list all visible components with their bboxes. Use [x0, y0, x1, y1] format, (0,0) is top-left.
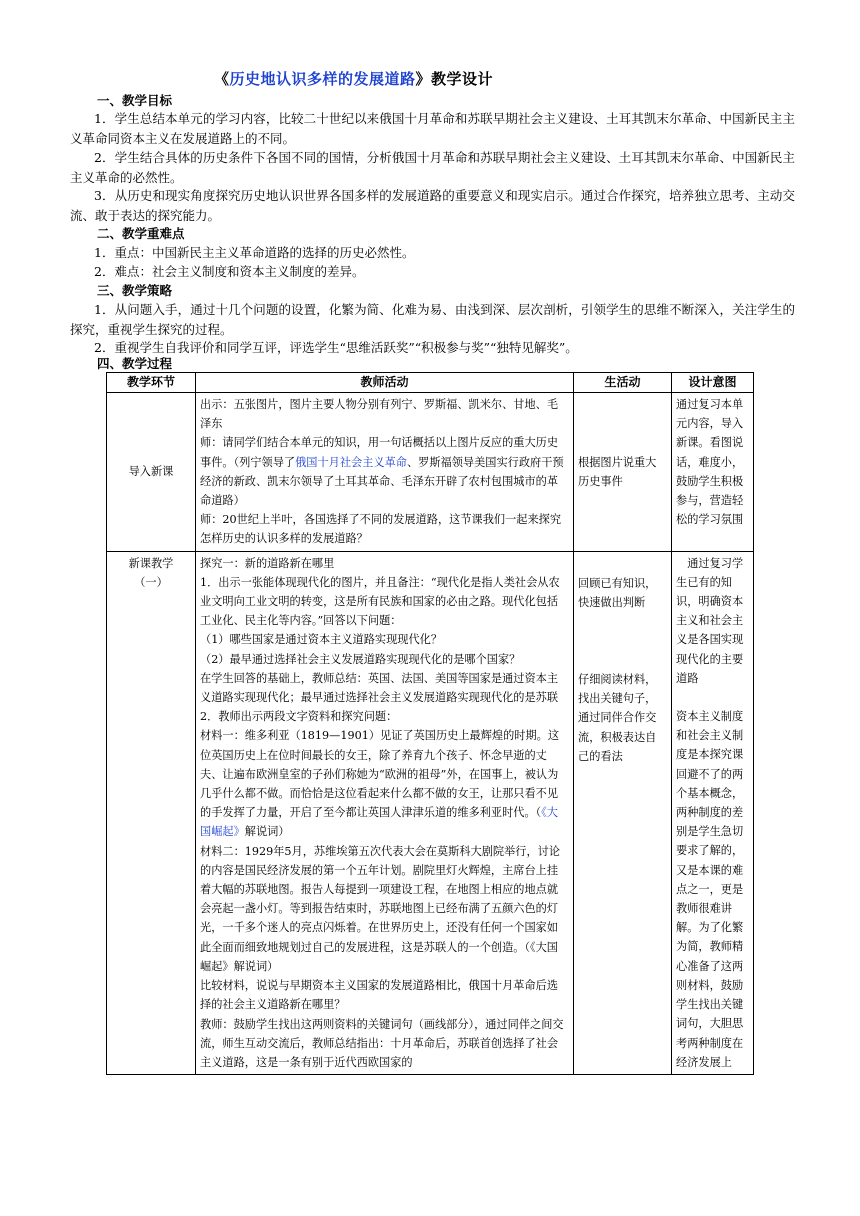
table-header-row	[107, 373, 754, 393]
teacher-text: 出示：五张图片，图片主要人物分别有列宁、罗斯福、凯米尔、甘地、毛泽东	[200, 398, 559, 431]
section-heading-strategy: 三、教学策略	[97, 283, 173, 298]
table-row-new-lesson-1	[107, 551, 754, 1074]
material-one-text: 材料一：维多利亚（1819—1901）见证了英国历史上最辉煌的时期。这位英国历史上在位时间最长的女王，除了养育九个孩子、怀念早逝的丈夫、让遍布欧洲皇室的子孙们称她为“欧洲的祖母”外，在国事上，被认为几乎什么都不做。而恰恰是这位看起来什么都不做的女王，让那只看不见的手发挥了力量，开启了至今都让英国人津津乐道的维多利亚时代。（	[200, 729, 560, 820]
stage-label: （一）	[134, 575, 168, 589]
teacher-text: 2．教师出示两段文字资料和探究问题：	[200, 710, 398, 724]
stage-label: 新课教学	[128, 556, 174, 570]
teaching-process-table	[106, 372, 754, 1075]
key-point-paragraph-1: 1．重点：中国新民主主义革命道路的选择的历史必然性。	[94, 245, 415, 260]
teacher-text	[200, 726, 569, 841]
stage-cell-intro: 导入新课	[107, 393, 196, 552]
teacher-cell-new-lesson	[196, 551, 574, 1074]
teacher-text: （2）最早通过选择社会主义发展道路实现现代化的是哪个国家？	[200, 652, 521, 666]
teacher-text: 师：20世纪上半叶，各国选择了不同的发展道路，这节课我们一起来探究怎样历史的认识多样的发展道路？	[200, 513, 562, 546]
teacher-text: 比较材料，说说与早期资本主义国家的发展道路相比，俄国十月革命后选择的社会主义道路新在哪里？	[200, 979, 559, 1012]
goal-paragraph-1: 1．学生总结本单元的学习内容，比较二十世纪以来俄国十月革命和苏联早期社会主义建设、土耳其凯末尔革命、中国新民主主义革命同资本主义在发展道路上的不同。	[70, 111, 795, 146]
material-one-source: 解说词）	[244, 825, 290, 839]
student-text: 仔细阅读材料，找出关键句子，通过同伴合作交流，积极表达自己的看法	[578, 673, 657, 763]
student-cell-intro: 根据图片说重大历史事件	[574, 393, 672, 552]
teacher-text: 探究一：新的道路新在哪里	[200, 556, 335, 570]
student-text: 回顾已有知识，快速做出判断	[578, 576, 657, 609]
header-design-intent: 设计意图	[672, 373, 754, 393]
teacher-text	[200, 433, 569, 510]
intent-text: 通过复习学生已有的知识，明确资本主义和社会主义是各国实现现代化的主要道路	[676, 556, 744, 685]
strategy-paragraph-2: 2．重视学生自我评价和同学互评，评选学生“思维活跃奖”“积极参与奖”“独特见解奖”。	[94, 340, 578, 355]
section-heading-process: 四、教学过程	[97, 356, 173, 371]
rise-of-great-powers-link[interactable]: 《大国崛起》	[200, 806, 558, 839]
goal-paragraph-2: 2．学生结合具体的历史条件下各国不同的国情，分析俄国十月革命和苏联早期社会主义建设、土耳其凯末尔革命、中国新民主主义革命的必然性。	[70, 150, 795, 185]
title-link[interactable]: 历史地认识多样的发展道路	[229, 70, 416, 88]
header-stage: 教学环节	[107, 373, 196, 393]
intent-text: 资本主义制度和社会主义制度是本探究课回避不了的两个基本概念，两种制度的差别是学生急切要求了解的，又是本课的难点之一，更是教师很难讲解。为了化繁为简，教师精心准备了这两则材料，鼓励学生找出关键词句，大胆思考两种制度在经济发展上	[676, 710, 744, 1069]
teacher-cell-intro	[196, 393, 574, 552]
table-row-intro	[107, 393, 754, 552]
header-student-activity: 生活动	[574, 373, 672, 393]
teacher-text: 在学生回答的基础上，教师总结：英国、法国、美国等国家是通过资本主义道路实现现代化；最早通过选择社会主义发展道路实现现代化的是苏联	[200, 671, 559, 705]
teacher-text: 材料二：1929年5月，苏维埃第五次代表大会在莫斯科大剧院举行，讨论的内容是国民经济发展的第一个五年计划。剧院里灯火辉煌，主席台上挂着大幅的苏联地图。报告人每提到一项建设工程，在地图上相应的地点就会亮起一盏小灯。等到报告结束时，苏联地图上已经布满了五颜六色的灯光，一千多个迷人的亮点闪烁着。在世界历史上，还没有任何一个国家如此全面而细致地规划过自己的发展进程，这是苏联人的一个创造。（《大国崛起》解说词）	[200, 844, 561, 973]
student-cell-new-lesson	[574, 551, 672, 1074]
teacher-text: 1．出示一张能体现现代化的图片，并且备注：“现代化是指人类社会从农业文明向工业文明的转变，这是所有民族和国家的必由之路。现代化包括工业化、民主化等内容。”回答以下问题：	[200, 575, 560, 628]
intent-cell-intro: 通过复习本单元内容，导入新课。看图说话，难度小，鼓励学生积极参与，营造轻松的学习氛围	[672, 393, 754, 552]
teacher-text: 教师：鼓励学生找出这两则资料的关键词句（画线部分），通过同伴之间交流，师生互动交流后，教师总结指出：十月革命后，苏联首创选择了社会主义道路，这是一条有别于近代西欧国家的	[200, 1017, 564, 1069]
stage-cell-new-lesson	[107, 551, 196, 1074]
key-point-paragraph-2: 2．难点：社会主义制度和资本主义制度的差异。	[94, 264, 365, 279]
teacher-text-part: 、罗斯福领导美国实行政府干预经济的新政、凯末尔领导了土耳其革命、毛泽东开辟了农村包围城市的革命道路）	[200, 455, 564, 508]
title-suffix: 》教学设计	[415, 70, 494, 88]
teacher-text: （1）哪些国家是通过资本主义道路实现现代化？	[200, 633, 443, 647]
document-title	[214, 68, 493, 89]
goal-paragraph-3: 3．从历史和现实角度探究历史地认识世界各国多样的发展道路的重要意义和现实启示。通过合作探究，培养独立思考、主动交流、敢于表达的探究能力。	[70, 188, 795, 223]
teacher-text-part: 师：请同学们结合本单元的知识，用一句话概括以上图片反应的重大历史事件。（列宁领导了	[200, 436, 559, 469]
title-prefix: 《	[214, 70, 230, 88]
section-heading-key-points: 二、教学重难点	[97, 226, 185, 241]
october-revolution-link[interactable]: 俄国十月社会主义革命	[295, 455, 407, 469]
intent-cell-new-lesson	[672, 551, 754, 1074]
header-teacher-activity: 教师活动	[196, 373, 574, 393]
section-heading-goals: 一、教学目标	[97, 93, 173, 108]
strategy-paragraph-1: 1．从问题入手，通过十几个问题的设置，化繁为简、化难为易、由浅到深、层次剖析，引领学生的思维不断深入，关注学生的探究，重视学生探究的过程。	[70, 302, 795, 337]
